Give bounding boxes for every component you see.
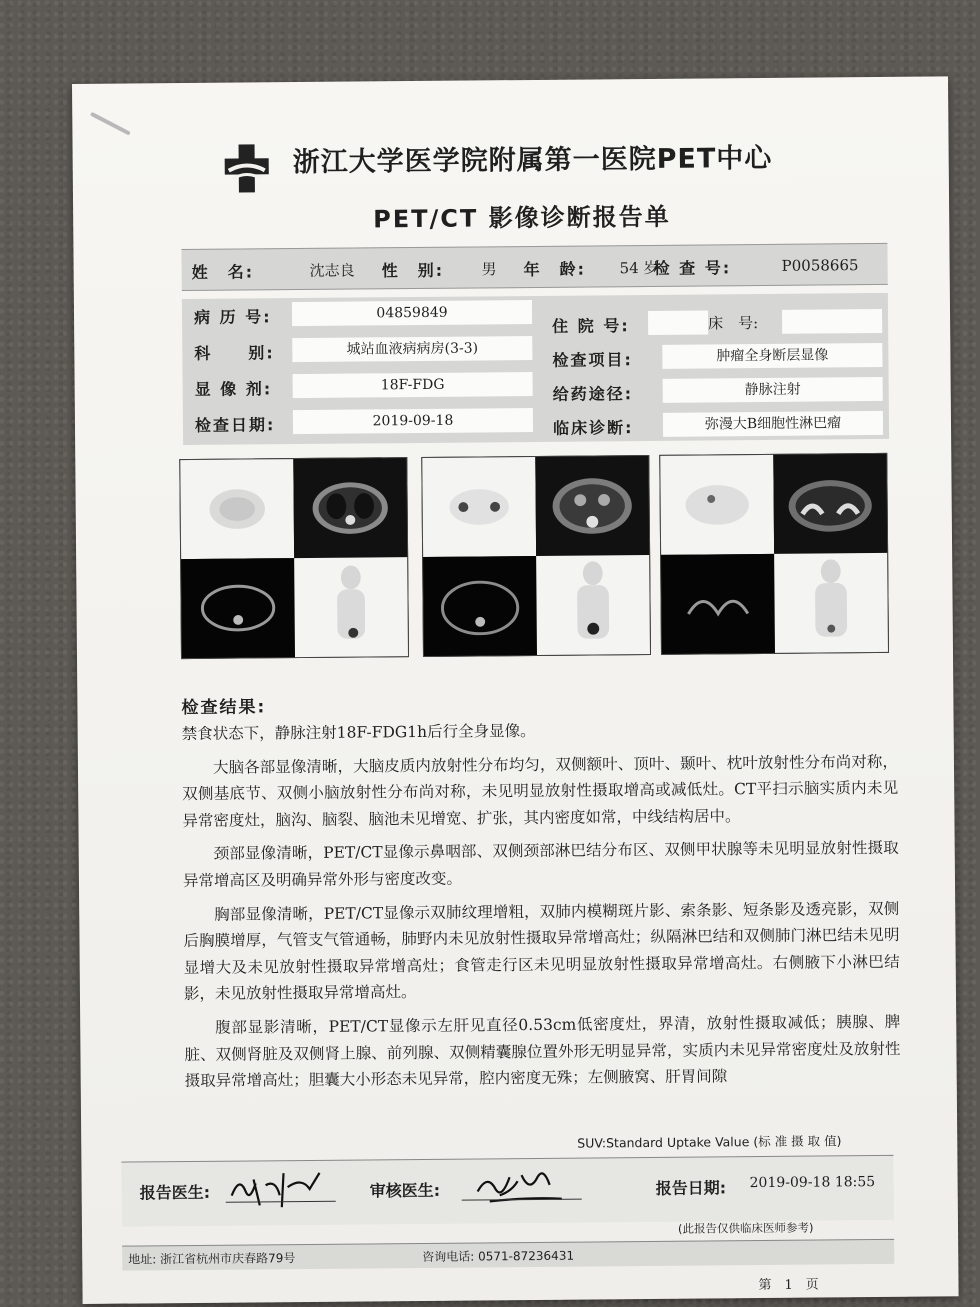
footer-bar — [122, 1239, 894, 1271]
route-label: 给药途径: — [552, 384, 634, 404]
hospital-name: 浙江大学医学院附属第一医院PET中心 — [292, 142, 773, 179]
mip-image — [294, 557, 408, 657]
route: 静脉注射 — [663, 377, 883, 403]
staple — [90, 112, 131, 136]
address: 地址: 浙江省杭州市庆春路79号 — [128, 1251, 296, 1267]
report-title: PET/CT 影像诊断报告单 — [373, 202, 671, 234]
item-label: 检查项目: — [552, 350, 633, 370]
pet-axial-image — [422, 457, 536, 557]
reviewer-signature — [469, 1163, 579, 1210]
patient-name: 沈志良 — [309, 261, 355, 280]
scan-panel-pelvis — [659, 453, 889, 655]
name-label: 姓 名: — [191, 262, 255, 282]
findings-paragraph: 禁食状态下，静脉注射18F-FDG1h后行全身显像。 — [181, 721, 536, 744]
scan-panel-chest — [421, 455, 651, 657]
page-number: 第 1 页 — [758, 1277, 819, 1294]
exam-no-label: 检 查 号: — [653, 258, 732, 278]
fusion-axial-image — [181, 558, 295, 658]
hospital-cross-logo-icon — [219, 140, 275, 196]
scan-panel-head — [179, 457, 409, 659]
doctor-label: 报告医生: — [139, 1182, 211, 1203]
exam-item: 肿瘤全身断层显像 — [662, 343, 882, 369]
doctor-signature — [225, 1165, 335, 1212]
reviewer-label: 审核医生: — [369, 1180, 441, 1201]
suv-note: SUV:Standard Uptake Value (标 准 摄 取 值) — [577, 1133, 842, 1151]
mip-image — [536, 555, 650, 655]
bed-no — [782, 309, 882, 334]
inpatient-label: 住 院 号: — [552, 316, 630, 336]
patient-bar — [181, 243, 887, 291]
sex-label: 性 别: — [381, 260, 445, 281]
agent: 18F-FDG — [293, 372, 533, 398]
exam-date: 2019-09-18 — [293, 408, 533, 434]
findings-paragraph: 颈部显像清晰，PET/CT显像示鼻咽部、双侧颈部淋巴结分布区、双侧甲状腺等未见明显放射性摄取异常增高区及明确异常外形与密度改变。 — [182, 839, 899, 891]
ct-axial-image — [293, 458, 407, 558]
info-block — [182, 293, 889, 445]
agent-label: 显 像 剂: — [194, 379, 273, 399]
findings-title: 检查结果: — [181, 697, 267, 719]
pet-axial-image — [660, 455, 774, 555]
reference-note: (此报告仅供临床医师参考) — [677, 1220, 814, 1236]
dept-label: 科 别: — [194, 343, 275, 363]
ct-axial-image — [535, 456, 649, 556]
report-date-label: 报告日期: — [655, 1178, 727, 1198]
record-no-label: 病 历 号: — [193, 307, 272, 327]
patient-sex: 男 — [481, 260, 497, 279]
ct-axial-image — [773, 454, 887, 554]
signature-bar — [121, 1155, 894, 1227]
dept: 城站血液病病房(3-3) — [292, 336, 532, 362]
findings-text — [182, 715, 901, 1102]
pet-axial-image — [180, 459, 294, 559]
inpatient-no — [648, 310, 708, 335]
diagnosis: 弥漫大B细胞性淋巴瘤 — [663, 411, 883, 437]
patient-age: 54 岁 — [619, 258, 659, 278]
fusion-axial-image — [423, 556, 537, 656]
report-sheet — [72, 76, 959, 1304]
mip-image — [774, 553, 888, 653]
diagnosis-label: 临床诊断: — [552, 418, 634, 438]
exam-no: P0058665 — [781, 256, 859, 275]
bed-label: 床 号: — [708, 314, 759, 333]
age-label: 年 龄: — [523, 259, 587, 280]
findings-paragraph: 大脑各部显像清晰，大脑皮质内放射性分布均匀，双侧额叶、顶叶、颞叶、枕叶放射性分布尚对称，双侧基底节、双侧小脑放射性分布尚对称，未见明显放射性摄取增高或减低灶。CT平扫示脑实质内未见异常密度灶，脑沟、脑裂、脑池未见增宽、扩张，其内密度如常，中线结构居中。 — [182, 752, 899, 830]
report-date: 2019-09-18 18:55 — [749, 1174, 876, 1192]
findings-paragraph: 腹部显影清晰，PET/CT显像示左肝见直径0.53cm低密度灶，界清，放射性摄取减低；胰腺、脾脏、双侧肾脏及双侧肾上腺、前列腺、双侧精囊腺位置外形无明显异常，实质内未见异常密度灶及放射性摄取异常增高灶；胆囊大小形态未见异常，腔内密度无殊；左侧腋窝、肝胃间隙 — [184, 1012, 901, 1091]
fusion-axial-image — [661, 554, 775, 654]
phone: 咨询电话: 0571-87236431 — [422, 1248, 575, 1264]
findings-paragraph: 胸部显像清晰，PET/CT显像示双肺纹理增粗，双肺内模糊斑片影、索条影、短条影及透亮影，双侧后胸膜增厚，气管支气管通畅，肺野内未见放射性摄取异常增高灶；纵隔淋巴结和双侧肺门淋巴结未见明显增大及未见放射性摄取异常增高灶；食管走行区未见明显放射性摄取异常增高灶。右侧腋下小淋巴结影，未见放射性摄取异常增高灶。 — [183, 899, 900, 1004]
record-no: 04859849 — [292, 300, 532, 326]
date-label: 检查日期: — [194, 415, 276, 435]
